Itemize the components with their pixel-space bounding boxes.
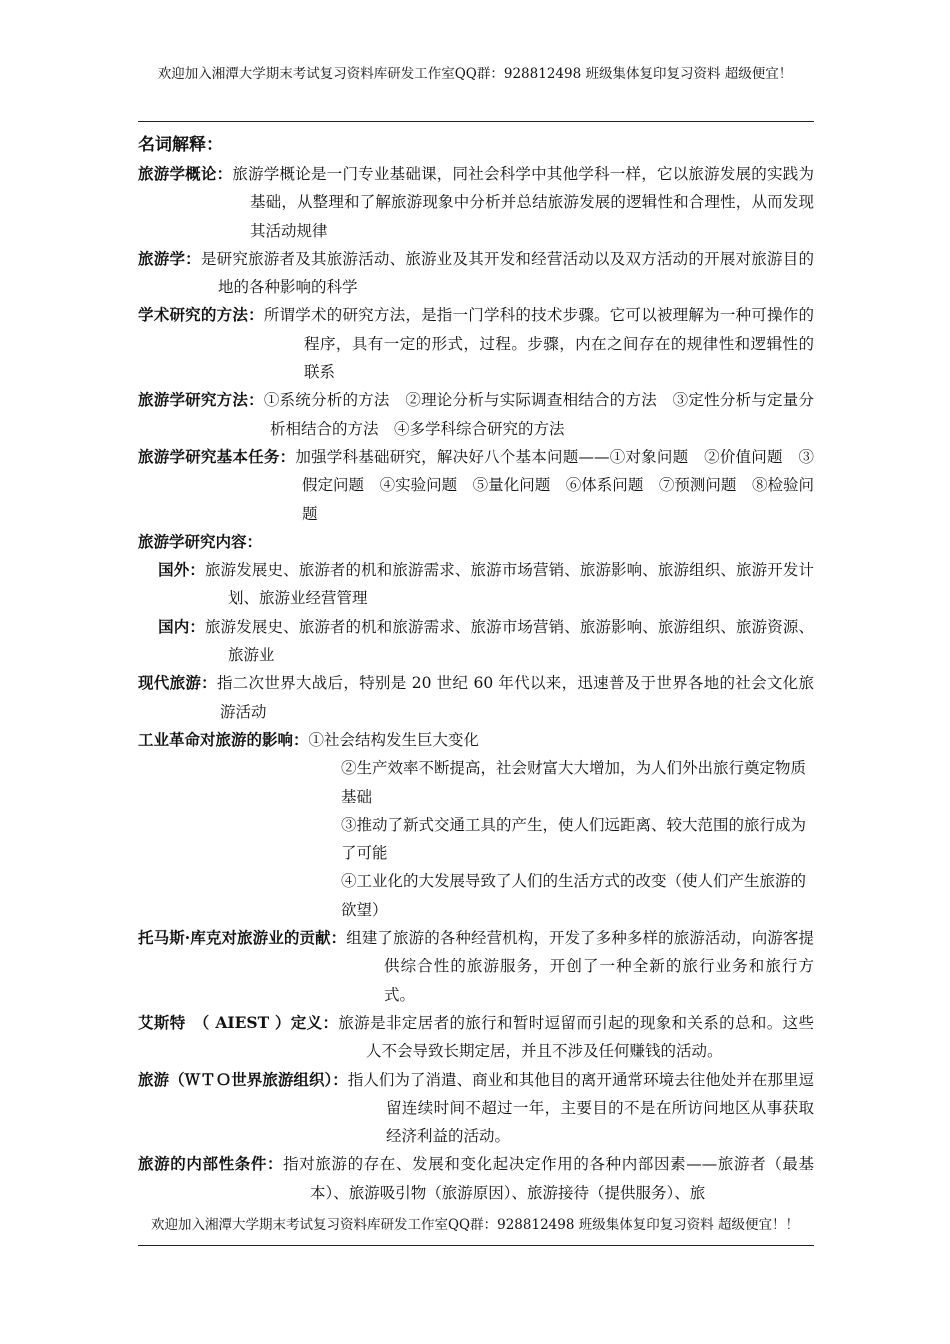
entry-research-tasks bbox=[138, 443, 814, 528]
document-body bbox=[138, 130, 814, 1207]
section-title: 名词解释： bbox=[138, 135, 223, 155]
entry-modern-tourism bbox=[138, 669, 814, 726]
entry-term: 旅游学研究内容： bbox=[138, 531, 263, 551]
header-rule bbox=[138, 121, 814, 122]
entry-text: 组建了旅游的各种经营机构，开发了多种多样的旅游活动，向游客提供综合性的旅游服务，开创了一种全新的旅行业务和旅行方式。 bbox=[346, 929, 814, 1004]
entry-term: 旅游学研究基本任务： bbox=[138, 446, 296, 466]
entry-text: ①社会结构发生巨大变化 bbox=[308, 730, 480, 749]
entry-text: 指对旅游的存在、发展和变化起决定作用的各种内部因素——旅游者（最基本）、旅游吸引物（旅游原因）、旅游接待（提供服务）、旅 bbox=[283, 1155, 814, 1202]
page-header: 欢迎加入湘潭大学期末考试复习资料库研发工作室QQ群：928812498 班级集体复印复习资料 超级便宜！ bbox=[157, 66, 793, 82]
entry-aiest-definition bbox=[138, 1009, 814, 1066]
entry-tourism-science bbox=[138, 245, 814, 302]
entry-research-content bbox=[138, 528, 814, 556]
entry-term: 国内： bbox=[158, 616, 205, 636]
entry-term: 旅游学研究方法： bbox=[138, 390, 264, 410]
entry-industrial-point-4: ④工业化的大发展导致了人们的生活方式的改变（使人们产生旅游的欲望） bbox=[341, 872, 807, 919]
entry-thomas-cook bbox=[138, 924, 814, 1009]
entry-text: 指二次世界大战后，特别是 20 世纪 60 年代以来，迅速普及于世界各地的社会文化旅游活动 bbox=[216, 674, 814, 721]
entry-term: 旅游（ＷＴＯ世界旅游组织）： bbox=[138, 1069, 348, 1089]
entry-text: 旅游发展史、旅游者的机和旅游需求、旅游市场营销、旅游影响、旅游组织、旅游开发计划、旅游业经营管理 bbox=[204, 561, 814, 608]
entry-internal-conditions bbox=[138, 1150, 814, 1207]
entry-term: 旅游学： bbox=[138, 248, 201, 268]
entry-term: 旅游学概论： bbox=[138, 164, 233, 183]
entry-text: 是研究旅游者及其旅游活动、旅游业及其开发和经营活动以及双方活动的开展对旅游目的地的各种影响的科学 bbox=[200, 249, 814, 297]
entry-domestic bbox=[138, 613, 814, 670]
entry-text: 加强学科基础研究，解决好八个基本问题——①对象问题 ②价值问题 ③假定问题 ④实验问题 ⑤量化问题 ⑥体系问题 ⑦预测问题 ⑧检验问题 bbox=[295, 447, 814, 523]
entry-text: 旅游学概论是一门专业基础课，同社会科学中其他学科一样，它以旅游发展的实践为基础，从整理和了解旅游现象中分析并总结旅游发展的逻辑性和合理性，从而发现其活动规律 bbox=[232, 165, 814, 240]
entry-text: 旅游发展史、旅游者的机和旅游需求、旅游市场营销、旅游影响、旅游组织、旅游资源、旅游业 bbox=[204, 617, 814, 665]
entry-term: 学术研究的方法： bbox=[138, 305, 264, 325]
entry-text: 指人们为了消遣、商业和其他目的离开通常环境去往他处并在那里逗留连续时间不超过一年，主要目的不是在所访问地区从事获取经济利益的活动。 bbox=[347, 1070, 814, 1146]
entry-industrial-point-3: ③推动了新式交通工具的产生，使人们远距离、较大范围的旅行成为了可能 bbox=[341, 815, 807, 863]
entry-wto-definition bbox=[138, 1066, 814, 1151]
entry-academic-method bbox=[138, 301, 814, 386]
page-footer: 欢迎加入湘潭大学期末考试复习资料库研发工作室QQ群：928812498 班级集体复印复习资料 超级便宜！！ bbox=[150, 1217, 800, 1233]
entry-research-methods bbox=[138, 386, 814, 443]
entry-term: 艾斯特 （ AIEST ）定义： bbox=[138, 1012, 339, 1032]
entry-abroad bbox=[138, 556, 814, 613]
entry-industrial-revolution bbox=[138, 726, 814, 754]
entry-term: 托马斯·库克对旅游业的贡献： bbox=[138, 928, 347, 948]
entry-term: 国外： bbox=[158, 560, 205, 580]
entry-term: 工业革命对旅游的影响： bbox=[138, 729, 309, 749]
entry-tourism-intro bbox=[138, 160, 814, 245]
entry-term: 旅游的内部性条件： bbox=[138, 1154, 284, 1174]
footer-rule bbox=[138, 1245, 814, 1246]
entry-text: ①系统分析的方法 ②理论分析与实际调查相结合的方法 ③定性分析与定量分析相结合的方法 ④多学科综合研究的方法 bbox=[263, 391, 814, 438]
entry-text: 旅游是非定居者的旅行和暂时逗留而引起的现象和关系的总和。这些人不会导致长期定居，并且不涉及任何赚钱的活动。 bbox=[338, 1013, 814, 1061]
entry-term: 现代旅游： bbox=[138, 673, 217, 693]
entry-industrial-point-2: ②生产效率不断提高，社会财富大大增加，为人们外出旅行奠定物质基础 bbox=[341, 759, 807, 806]
entry-text: 所谓学术的研究方法，是指一门学科的技术步骤。它可以被理解为一种可操作的程序，具有一定的形式，过程。步骤，内在之间存在的规律性和逻辑性的联系 bbox=[263, 306, 814, 382]
